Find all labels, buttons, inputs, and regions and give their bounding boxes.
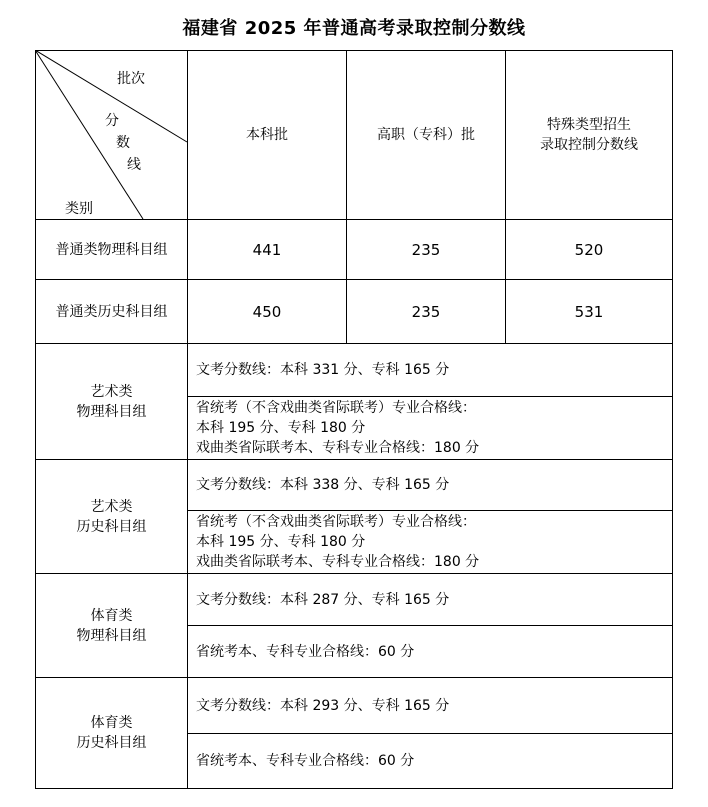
group-label-line1: 艺术类 — [90, 498, 133, 515]
diag-label-score: 分 — [105, 113, 119, 129]
diag-label-score: 数 — [116, 135, 130, 151]
group-label-line2: 物理科目组 — [76, 627, 147, 644]
table-border-right — [672, 50, 673, 789]
row-label-history: 普通类历史科目组 — [55, 303, 168, 320]
header-special — [506, 51, 672, 219]
group-label-line2: 历史科目组 — [76, 735, 147, 751]
group-cultural-score: 文考分数线：本科 293 分、专科 165 分 — [196, 697, 450, 714]
group-label — [36, 344, 187, 459]
diag-label-category: 类别 — [65, 201, 93, 217]
group-professional-score — [188, 397, 672, 459]
group-cultural-score: 文考分数线：本科 338 分、专科 165 分 — [196, 477, 450, 493]
group-label — [36, 574, 187, 677]
professional-line: 本科 195 分、专科 180 分 — [196, 534, 366, 550]
group-label-line2: 物理科目组 — [76, 403, 147, 420]
header-special-line1: 特殊类型招生 — [547, 117, 631, 133]
diag-label-batch: 批次 — [117, 71, 145, 87]
group-label-line1: 体育类 — [90, 607, 133, 624]
header-special-line2: 录取控制分数线 — [540, 137, 638, 153]
row-label-physics: 普通类物理科目组 — [55, 241, 168, 258]
group-professional-score: 省统考本、专科专业合格线：60 分 — [196, 753, 415, 769]
table-cell: 520 — [574, 240, 604, 259]
page-title: 福建省 2025 年普通高考录取控制分数线 — [182, 18, 526, 39]
group-cultural-score: 文考分数线：本科 331 分、专科 165 分 — [196, 362, 450, 378]
group-label-line2: 历史科目组 — [76, 518, 147, 535]
professional-line: 本科 195 分、专科 180 分 — [196, 420, 366, 436]
header-vocational: 高职（专科）批 — [377, 127, 475, 143]
group-label-line1: 艺术类 — [90, 383, 133, 400]
group-professional-score — [188, 511, 672, 573]
professional-line: 省统考（不含戏曲类省际联考）专业合格线： — [196, 514, 476, 530]
group-label — [36, 460, 187, 573]
diagonal-header-lines — [35, 50, 188, 220]
table-cell: 235 — [411, 302, 441, 321]
group-label-line1: 体育类 — [90, 715, 133, 731]
group-cultural-score: 文考分数线：本科 287 分、专科 165 分 — [196, 591, 450, 608]
table-cell: 441 — [252, 240, 282, 259]
group-professional-score: 省统考本、专科专业合格线：60 分 — [196, 643, 415, 660]
group-label — [36, 678, 187, 788]
score-table — [35, 50, 673, 789]
professional-line: 戏曲类省际联考本、专科专业合格线：180 分 — [196, 554, 480, 570]
professional-line: 戏曲类省际联考本、专科专业合格线：180 分 — [196, 440, 480, 456]
diag-label-score: 线 — [127, 157, 141, 173]
table-cell: 450 — [252, 302, 282, 321]
table-cell: 531 — [574, 302, 604, 321]
header-undergrad: 本科批 — [246, 127, 288, 143]
table-cell: 235 — [411, 240, 441, 259]
professional-line: 省统考（不含戏曲类省际联考）专业合格线： — [196, 400, 476, 416]
table-border-bottom — [35, 788, 673, 789]
